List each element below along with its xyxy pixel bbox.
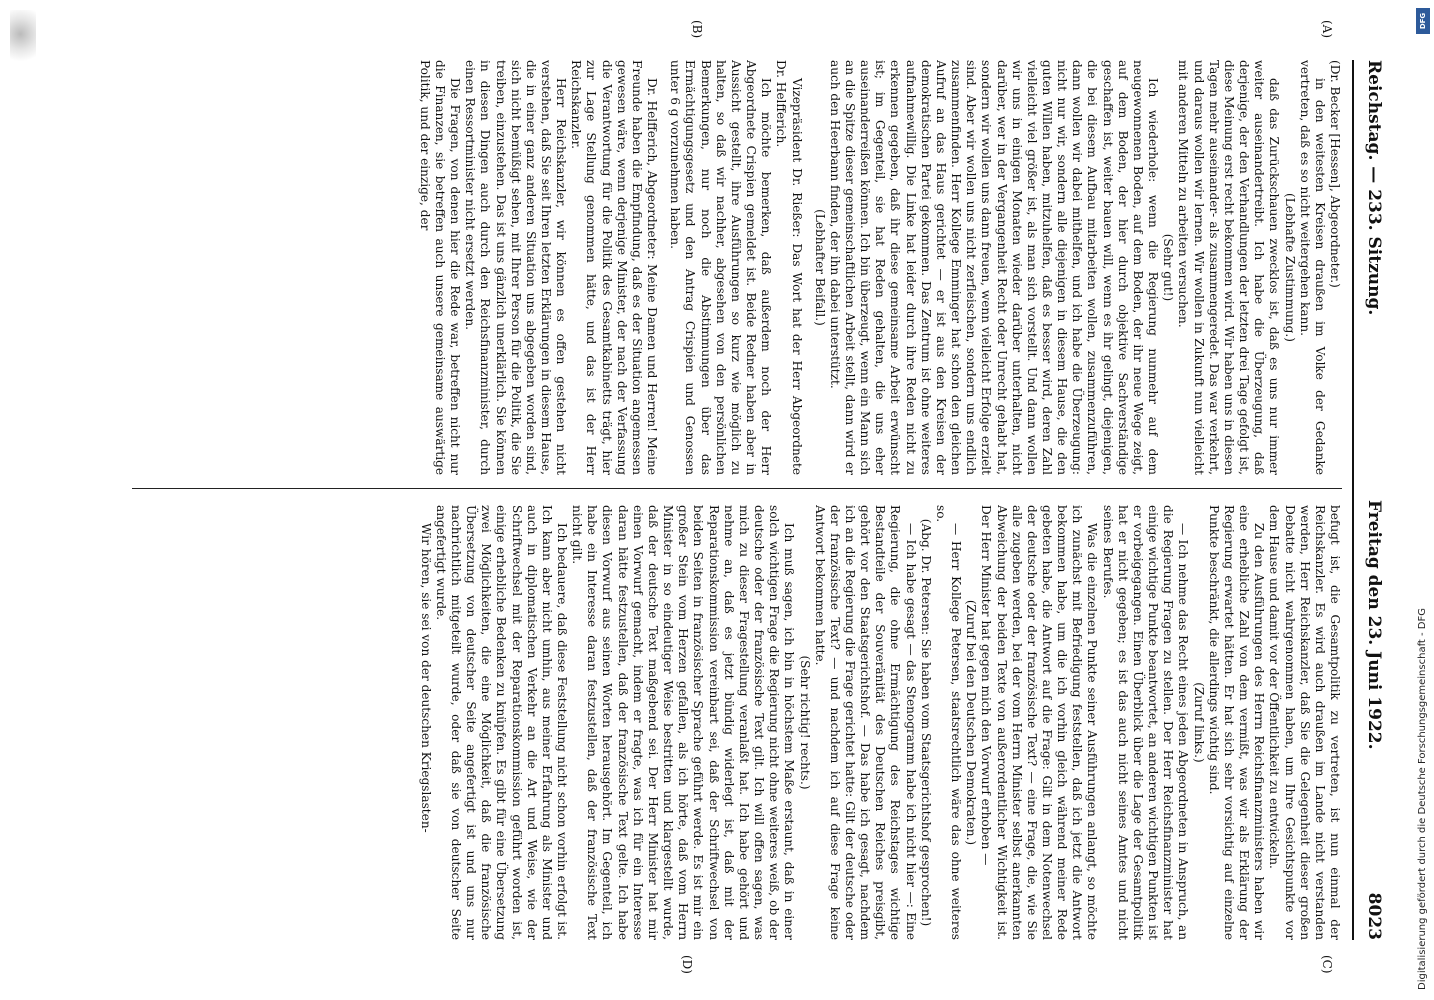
right-column xyxy=(102,505,1342,940)
paragraph: befugt ist, die Gesamtpolitik zu vertreten, ist nun einmal der Reichskanzler. Es wird auch draußen im Lande nicht verstanden werden, Herr Reichskanzler, daß Sie die Gelegenheit dieser großen Debatte nicht wahrgenommen haben, um Ihre Gesichtspunkte vor dem Hause und damit vor der Öffentlichkeit zu entwickeln. xyxy=(1267,505,1342,940)
interjection: (Zuruf bei den Deutschen Demokraten.) xyxy=(964,599,979,846)
header-session: Reichstag. — 233. Sitzung. xyxy=(1364,60,1384,316)
margin-mark-d: (D) xyxy=(680,955,694,974)
header-date: Freitag den 23. Juni 1922. xyxy=(1364,500,1384,750)
paragraph: Herr Reichskanzler, wir können es offen gestehen nicht verstehen, daß Sie seit Ihren letzten Erklärungen in diesem Hause, die in einer ganz anderen Situation uns abgegeben worden sind, sich nicht bemüßigt sehen, mit Ihrer Person für die Politik, die Sie treiben, einzustehen. Das ist uns gänzlich unerklärlich. Sie können in diesen Dingen auch durch den Reichsfinanzminister, durch einen Ressortminister nicht ersetzt werden. xyxy=(463,60,569,475)
margin-mark-b: (B) xyxy=(690,20,704,39)
paragraph: in den weitesten Kreisen draußen im Volke der Gedanke vertreten, daß es so nicht weitergehen kann. xyxy=(1297,60,1327,475)
paragraph-helfferich: Dr. Helfferich, Abgeordneter: Meine Damen und Herren! Meine Freunde haben die Empfindung, daß es der Situation angemessen gewesen wäre, wenn derjenige Minister, der nach der Verfassung die Verantwortung für die Politik des Gesamtkabinetts trägt, hier zur Lage Stellung genommen hätte, und das ist der Herr Reichskanzler. xyxy=(569,60,660,475)
paragraph: Ich wiederhole: wenn die Regierung nunmehr auf dem neugewonnenen Boden, auf dem Boden, der ihr neue Wege zeigt, auf dem Boden, der hier durch objektive Sachverständige geschaffen ist, weiter bauen will, wenn es ihr gelingt, diejenigen, die bei diesem Aufbau mitarbeiten wollen, zusammenzuführen, dann wollen wir dabei mithelfen, und ich habe die Überzeugung: nicht nur wir, sondern alle diejenigen in diesem Hause, die den guten Willen haben, mitzuhelfen, daß es besser wird, deren Zahl vielleicht viel größer ist, als man sich vorstellt. Und dann wollen wir uns in einigen Monaten wieder darüber unterhalten, nicht darüber, wer in der Vergangenheit Recht oder Unrecht gehabt hat, sondern wir wollen uns dann freuen, wenn vielleicht Erfolge erzielt sind. Aber wir wollen uns nicht zerfleischen, sondern uns endlich zusammenfinden. Herr Kollege Emminger hat schon den gleichen Aufruf an das Haus gerichtet — er ist aus den Kreisen der demokratischen Partei gekommen. Das Zentrum ist ohne weiteres aufnahmewillig. Die Linke hat leider durch ihre Reden nicht zu erkennen gegeben, daß ihr diese gemeinsame Arbeit erwünscht ist; im Gegenteil, sie hat Reden gehalten, die uns eher auseinanderreißen können. Ich bin überzeugt, wenn ein Mann sich an die Spitze dieser gemeinschaftlichen Arbeit stellt, dann wird er auch den Heerbann finden, der ihn dabei unterstützt. xyxy=(827,60,1161,475)
margin-mark-a: (A) xyxy=(1320,20,1334,39)
interjection: (Sehr richtig! rechts.) xyxy=(797,655,812,790)
paragraph: — Herr Kollege Petersen, staatsrechtlich wäre das ohne weiteres so. xyxy=(933,505,964,940)
column-divider xyxy=(132,488,1342,489)
paragraph: Was die einzelnen Punkte seiner Ausführungen anlangt, so möchte ich zunächst mit Befriedigung feststellen, daß ich jetzt die Antwort bekommen habe, um die ich vorhin gleich während meiner Rede gebeten habe, die Antwort auf die Frage: Gilt in dem Notenwechsel der deutsche oder der französische Text? — eine Frage, die, wie Sie alle zugeben werden, bei der vom Herrn Minister selbst anerkannten Abweichung der beiden Texte von außerordentlicher Wichtigkeit ist. Der Herr Minister hat gegen mich den Vorwurf erhoben — xyxy=(979,505,1100,940)
paragraph: Ich muß sagen, ich bin in höchstem Maße erstaunt, daß in einer solch wichtigen Frage die Regierung nicht ohne weiteres weiß, ob der deutsche oder der französische Text gilt. Ich will offen sagen, was mich zu dieser Fragestellung veranlaßt hat. Ich habe gehört und nehme an, daß es jetzt bündig widerlegt ist, daß mit der Reparationskommission vereinbart sei, daß der Schriftwechsel von beiden Seiten in französischer Sprache geführt werde. Es ist mir ein großer Stein vom Herzen gefallen, als ich hörte, daß vom Herrn Minister in so eindeutiger Weise bestritten und klargestellt wurde, daß der deutsche Text maßgebend sei. Der Herr Minister hat mir einen Vorwurf gemacht, indem er fragte, was ich für ein Interesse daran hätte festzustellen, daß der französische Text gelte. Ich habe diesen Vorwurf aus seinen Worten herausgehört. Im Gegenteil, ich habe ein Interesse daran festzustellen, daß der französische Text nicht gilt. xyxy=(570,505,797,940)
digitization-note xyxy=(1412,10,1434,990)
left-column xyxy=(102,60,1342,475)
page-header xyxy=(1352,60,1394,940)
dfg-logo-text: DFG xyxy=(1419,12,1427,30)
interjection: (Lebhafte Zustimmung.) xyxy=(1282,193,1297,342)
interjection: (Lebhafter Beifall.) xyxy=(812,209,827,326)
speaker-context: (Dr. Becker [Hessen], Abgeordneter.) xyxy=(1328,60,1342,288)
interjection: (Zuruf links.) xyxy=(1191,682,1206,763)
paragraph: Wir hören, sie sei von der deutschen Kriegslasten- xyxy=(418,523,433,833)
paragraph: Ich bedauere, daß diese Feststellung nicht schon vorhin erfolgt ist. Ich kann aber nicht umhin, aus meiner Erfahrung als Minister und auch in diplomatischen Verkehr an die Art und Weise, wie der Schriftwechsel mit der Reparationskommission geführt worden ist, einige erhebliche Bedenken zu knüpfen. Es gibt für eine Übersetzung zwei Möglichkeiten, die eine Möglichkeit, daß die französische Übersetzung von deutscher Seite angefertigt ist und uns nur nachrichtlich mitgeteilt wurde, oder daß sie von deutscher Seite angefertigt wurde. xyxy=(433,505,570,940)
paragraph: — Ich habe gesagt — das Stenogramm habe ich nicht hier —: Eine Regierung, die ohne Ermächtigung des Reichstages wichtige Bestandteile der Souveränität des Deutschen Reiches preisgibt, gehört vor den Staatsgerichtshof. — Das habe ich gesagt, nachdem ich an die Regierung die Frage gerichtet hatte: Gilt der deutsche oder der französische Text? — und nachdem ich auf diese Frage keine Antwort bekommen hatte. xyxy=(812,505,918,940)
digitization-note-text: Digitalisierung gefördert durch die Deutsche Forschungsgemeinschaft - DFG xyxy=(1417,607,1428,990)
interjection: (Abg. Dr. Petersen: Sie haben vom Staatsgerichtshof gesprochen!) xyxy=(918,518,933,927)
paragraph: — Ich nehme das Recht eines jeden Abgeordneten in Anspruch, an die Regierung Fragen zu stellen. Der Herr Reichsfinanzminister hat einige wichtige Punkte beantwortet, an anderen wichtigen Punkten ist er vorbeigegangen. Einen Überblick über die Lage der Gesamtpolitik hat er nicht gegeben; es ist das auch nicht seines Amtes und nicht seines Berufes. xyxy=(1100,505,1191,940)
paragraph-vice-president: Vizepräsident Dr. Rießer: Das Wort hat der Herr Abgeordnete Dr. Helfferich. xyxy=(774,60,804,475)
paragraph: Die Fragen, von denen hier die Rede war, betreffen nicht nur die Finanzen, sie betreffen auch unsere gemeinsame auswärtige Politik, und der einzige, der xyxy=(417,60,463,475)
paragraph: daß das Zurückschauen zwecklos ist, daß es uns nur immer weiter auseinandertreibt. Ich habe die Überzeugung, daß derjenige, der den Verhandlungen der letzten drei Tage gefolgt ist, diese Meinung erst recht bekommen wird. Wir haben uns in diesen Tagen mehr auseinander- als zusammengeredet. Das war verkehrt, und daraus wollen wir lernen. Wir wollen in Zukunft nun vielleicht mit anderen Mitteln zu arbeiten versuchen. xyxy=(1176,60,1282,475)
margin-mark-c: (C) xyxy=(1320,955,1334,974)
paragraph: Zu den Ausführungen des Herrn Reichsfinanzministers haben wir eine erhebliche Zahl von dem vermißt, was wir als Erklärung der Regierung erwartet hätten. Er hat sich sehr vorsichtig auf einzelne Punkte beschränkt, die allerdings wichtig sind. xyxy=(1206,505,1267,940)
header-page-number: 8023 xyxy=(1364,892,1384,940)
interjection: (Sehr gut!) xyxy=(1161,233,1176,302)
paragraph: Ich möchte bemerken, daß außerdem noch der Herr Abgeordnete Crispien gemeldet ist. Beide Redner haben aber in Aussicht gestellt, ihre Ausführungen so kurz wie möglich zu halten, so daß wir nachher, abgesehen von den persönlichen Bemerkungen, nur noch die Abstimmungen über das Ermächtigungsgesetz und den Antrag Crispien und Genossen unter 6 g vorzunehmen haben. xyxy=(668,60,774,475)
